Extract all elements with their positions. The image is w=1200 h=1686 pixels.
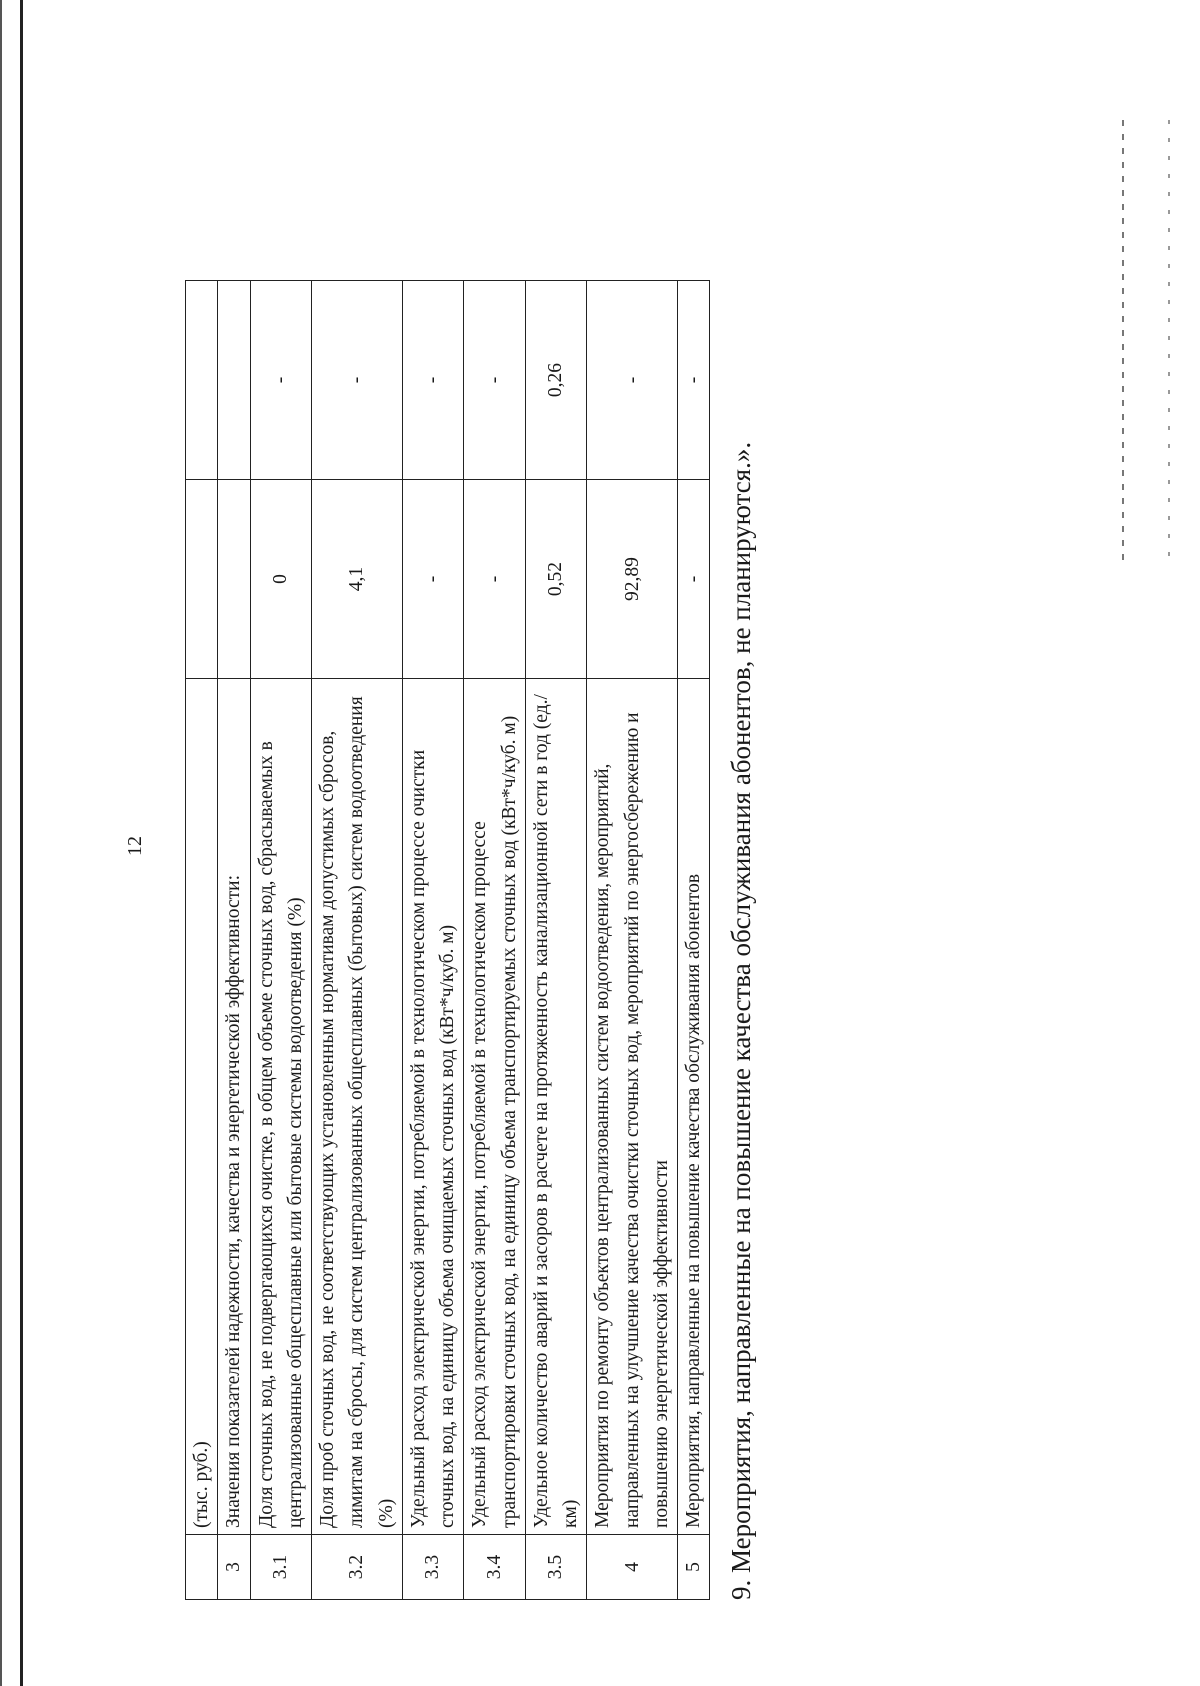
value-cell-2: - xyxy=(587,281,678,480)
table-row xyxy=(678,281,710,1600)
row-description-cell: Удельный расход электрической энергии, потребляемой в технологическом процессе транспортировки сточных вод, на единицу объема транспортируемых сточных вод (кВт*ч/куб. м) xyxy=(464,679,526,1535)
row-description-cell: Удельное количество аварий и засоров в расчете на протяженность канализационной сети в год (ед./км) xyxy=(525,679,587,1535)
row-description-cell: Доля сточных вод, не подвергающихся очистке, в общем объеме сточных вод, сбрасываемых в централизованные общесплавные или бытовые системы водоотведения (%) xyxy=(250,679,312,1535)
page-number: 12 xyxy=(124,836,146,856)
value-cell-1: 0 xyxy=(250,480,312,679)
row-number-cell: 3.1 xyxy=(250,1535,312,1600)
table-row xyxy=(312,281,403,1600)
table-row xyxy=(587,281,678,1600)
row-description-cell: (тыс. руб.) xyxy=(186,679,218,1535)
value-cell-1: 0,52 xyxy=(525,480,587,679)
value-cell-1: 92,89 xyxy=(587,480,678,679)
table-row xyxy=(250,281,312,1600)
row-number-cell xyxy=(186,1535,218,1600)
value-cell-2: - xyxy=(464,281,526,480)
value-cell-2: - xyxy=(678,281,710,480)
scan-artifact-dashes-2 xyxy=(1168,120,1170,560)
table-row xyxy=(186,281,218,1600)
rotated-page xyxy=(0,186,1120,1686)
value-cell-2 xyxy=(218,281,250,480)
value-cell-1 xyxy=(218,480,250,679)
table-row xyxy=(218,281,250,1600)
value-cell-1: - xyxy=(464,480,526,679)
row-number-cell: 3.2 xyxy=(312,1535,403,1600)
row-description-cell: Мероприятия, направленные на повышение качества обслуживания абонентов xyxy=(678,679,710,1535)
indicators-table xyxy=(185,280,710,1600)
table-row xyxy=(464,281,526,1600)
row-description-cell: Удельный расход электрической энергии, потребляемой в технологическом процессе очистки сточных вод, на единицу объема очищаемых сточных вод (кВт*ч/куб. м) xyxy=(402,679,464,1535)
value-cell-2: - xyxy=(312,281,403,480)
row-description-cell: Значения показателей надежности, качества и энергетической эффективности: xyxy=(218,679,250,1535)
row-number-cell: 3 xyxy=(218,1535,250,1600)
value-cell-2: - xyxy=(402,281,464,480)
value-cell-1: 4,1 xyxy=(312,480,403,679)
row-number-cell: 3.5 xyxy=(525,1535,587,1600)
value-cell-2: 0,26 xyxy=(525,281,587,480)
row-number-cell: 5 xyxy=(678,1535,710,1600)
value-cell-1: - xyxy=(402,480,464,679)
value-cell-1: - xyxy=(678,480,710,679)
table-row xyxy=(525,281,587,1600)
row-description-cell: Мероприятия по ремонту объектов централизованных систем водоотведения, мероприятий, направленных на улучшение качества очистки сточных вод, мероприятий по энергосбережению и повышению энергетической эффективности xyxy=(587,679,678,1535)
scan-artifact-dashes xyxy=(1122,120,1124,560)
footer-paragraph: 9. Мероприятия, направленные на повышение качества обслуживания абонентов, не планируются.». xyxy=(726,441,756,1600)
value-cell-1 xyxy=(186,480,218,679)
table-row xyxy=(402,281,464,1600)
row-description-cell: Доля проб сточных вод, не соответствующих установленным нормативам допустимых сбросов, лимитам на сбросы, для систем централизованных общесплавных (бытовых) систем водоотведения (%) xyxy=(312,679,403,1535)
row-number-cell: 3.3 xyxy=(402,1535,464,1600)
value-cell-2: - xyxy=(250,281,312,480)
row-number-cell: 4 xyxy=(587,1535,678,1600)
value-cell-2 xyxy=(186,281,218,480)
row-number-cell: 3.4 xyxy=(464,1535,526,1600)
